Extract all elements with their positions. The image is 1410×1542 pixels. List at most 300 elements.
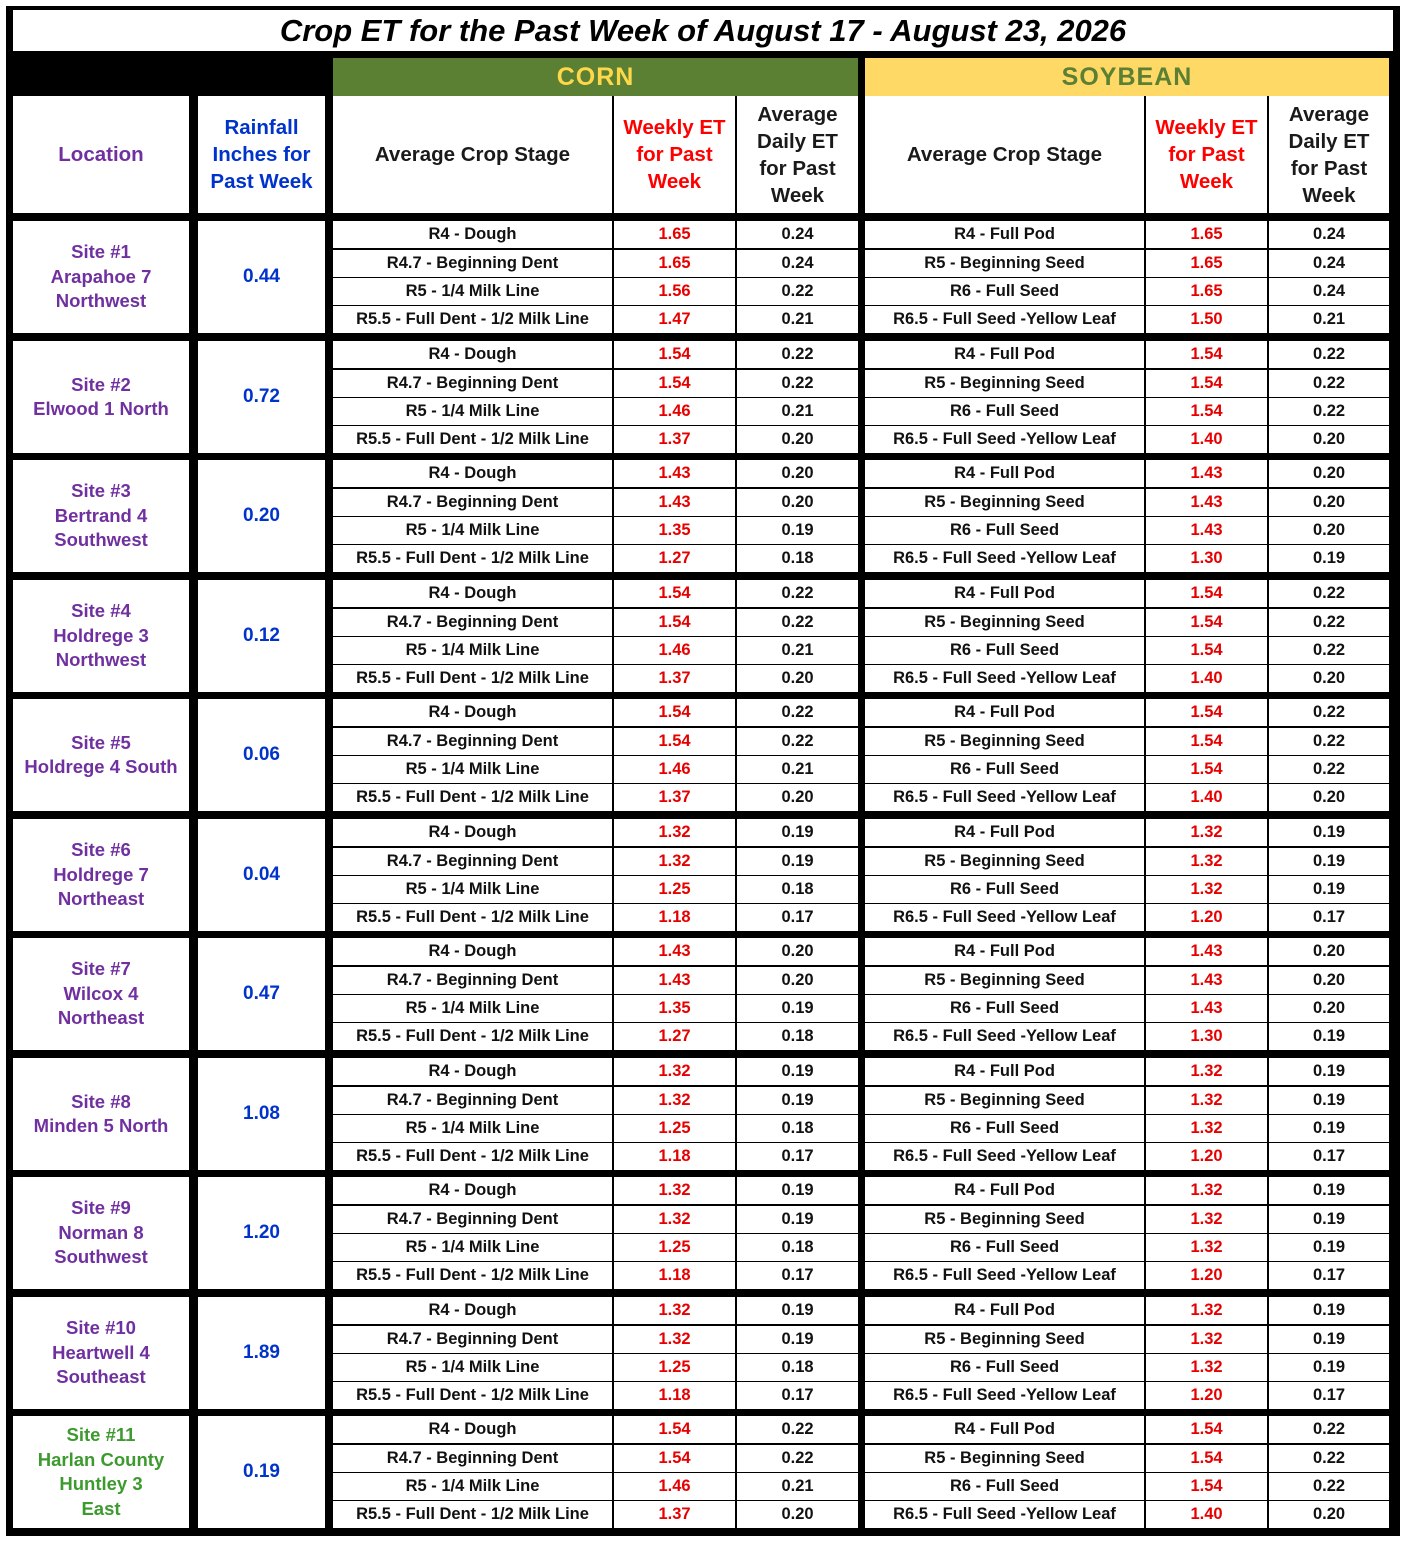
soy-stage: R5 - Beginning Seed: [865, 609, 1144, 636]
soy-daily-et: 0.22: [1269, 341, 1389, 368]
corn-weekly-et: 1.65: [614, 221, 735, 248]
corn-weekly-et: 1.25: [614, 1115, 735, 1142]
soy-stage: R6.5 - Full Seed -Yellow Leaf: [865, 1023, 1144, 1050]
corn-stage: R4 - Dough: [333, 1416, 612, 1443]
site-group: [6, 1058, 1400, 1170]
site-name-line: Southeast: [56, 1366, 146, 1388]
site-name-line: Norman 8: [58, 1221, 144, 1243]
soy-stage: R6.5 - Full Seed -Yellow Leaf: [865, 665, 1144, 692]
site-group: [6, 580, 1400, 692]
corn-daily-et: 0.19: [737, 819, 858, 846]
rainfall-value: 0.06: [198, 699, 325, 811]
soy-weekly-et: 1.32: [1146, 1297, 1267, 1324]
corn-daily-et: 0.22: [737, 370, 858, 397]
soy-weekly-et: 1.43: [1146, 489, 1267, 516]
soy-daily-et: 0.22: [1269, 728, 1389, 755]
site-name-line: Northeast: [57, 888, 145, 910]
site-group: [6, 819, 1400, 931]
corn-weekly-et: 1.37: [614, 1501, 735, 1528]
rainfall-value: 1.20: [198, 1177, 325, 1289]
header-line: for Past: [1168, 143, 1245, 166]
corn-weekly-et: 1.32: [614, 1206, 735, 1233]
corn-stage: R4.7 - Beginning Dent: [333, 489, 612, 516]
rainfall-value: 0.12: [198, 580, 325, 692]
soy-daily-et: 0.22: [1269, 370, 1389, 397]
corn-daily-et: 0.22: [737, 341, 858, 368]
soy-weekly-et: 1.54: [1146, 580, 1267, 607]
soy-daily-et: 0.19: [1269, 1058, 1389, 1085]
soy-weekly-et: 1.32: [1146, 1177, 1267, 1204]
soy-stage-header: Average Crop Stage: [865, 96, 1144, 213]
site-group: [6, 1177, 1400, 1289]
soy-weekly-et: 1.54: [1146, 609, 1267, 636]
corn-daily-et: 0.17: [737, 1382, 858, 1409]
soy-weekly-et: 1.54: [1146, 1445, 1267, 1472]
soy-stage: R4 - Full Pod: [865, 1416, 1144, 1443]
corn-stage: R5 - 1/4 Milk Line: [333, 398, 612, 425]
soy-stage: R5 - Beginning Seed: [865, 489, 1144, 516]
soy-stage: R4 - Full Pod: [865, 221, 1144, 248]
soy-daily-et: 0.22: [1269, 1416, 1389, 1443]
soy-weekly-et: 1.30: [1146, 545, 1267, 572]
corn-stage: R4.7 - Beginning Dent: [333, 1445, 612, 1472]
soy-daily-et: 0.19: [1269, 1297, 1389, 1324]
corn-daily-et: 0.17: [737, 904, 858, 931]
soy-daily-et: 0.21: [1269, 306, 1389, 333]
soy-stage: R6 - Full Seed: [865, 1473, 1144, 1500]
corn-weekly-et: 1.18: [614, 1382, 735, 1409]
soy-weekly-et: 1.32: [1146, 848, 1267, 875]
corn-weekly-et: 1.43: [614, 938, 735, 965]
soy-stage: R5 - Beginning Seed: [865, 728, 1144, 755]
soy-daily-et: 0.19: [1269, 1326, 1389, 1353]
corn-stage-header: Average Crop Stage: [333, 96, 612, 213]
rainfall-header: [198, 96, 325, 213]
site-name-line: Site #3: [71, 480, 131, 502]
corn-stage: R5.5 - Full Dent - 1/2 Milk Line: [333, 784, 612, 811]
site-name-line: Heartwell 4: [52, 1341, 150, 1363]
soy-stage: R6 - Full Seed: [865, 398, 1144, 425]
site-name-line: Site #9: [71, 1197, 131, 1219]
site-name-line: Northwest: [55, 290, 147, 312]
header-line: Rainfall: [224, 116, 299, 139]
header-line: Week: [770, 183, 825, 207]
soy-weekly-et: 1.32: [1146, 1115, 1267, 1142]
soy-weekly-et: 1.20: [1146, 1262, 1267, 1289]
soy-weekly-et: 1.54: [1146, 1473, 1267, 1500]
corn-daily-et: 0.17: [737, 1262, 858, 1289]
soy-stage: R6.5 - Full Seed -Yellow Leaf: [865, 426, 1144, 453]
soy-daily-et: 0.17: [1269, 1143, 1389, 1170]
corn-stage: R5.5 - Full Dent - 1/2 Milk Line: [333, 1023, 612, 1050]
soy-weekly-et: 1.40: [1146, 1501, 1267, 1528]
header-line: Inches for: [212, 143, 311, 166]
soy-weekly-et: 1.43: [1146, 938, 1267, 965]
site-name-cell: [13, 221, 189, 333]
rainfall-value: 0.47: [198, 938, 325, 1050]
corn-daily-et: 0.22: [737, 728, 858, 755]
corn-stage: R4.7 - Beginning Dent: [333, 848, 612, 875]
site-name-line: Site #11: [66, 1424, 136, 1445]
soy-daily-et: 0.19: [1269, 1115, 1389, 1142]
corn-daily-et: 0.19: [737, 848, 858, 875]
soy-weekly-et: 1.30: [1146, 1023, 1267, 1050]
soy-daily-et: 0.22: [1269, 1473, 1389, 1500]
rainfall-value: 1.89: [198, 1297, 325, 1409]
soy-daily-et: 0.24: [1269, 250, 1389, 277]
corn-daily-et: 0.19: [737, 1206, 858, 1233]
corn-daily-et-header: [737, 96, 858, 213]
corn-weekly-et: 1.46: [614, 1473, 735, 1500]
site-name-cell: [13, 1297, 189, 1409]
corn-weekly-et: 1.32: [614, 848, 735, 875]
corn-stage: R4 - Dough: [333, 1297, 612, 1324]
corn-weekly-et: 1.35: [614, 517, 735, 544]
corn-daily-et: 0.18: [737, 1115, 858, 1142]
corn-daily-et: 0.22: [737, 609, 858, 636]
corn-daily-et: 0.18: [737, 876, 858, 903]
soy-stage: R6.5 - Full Seed -Yellow Leaf: [865, 1143, 1144, 1170]
corn-weekly-et: 1.27: [614, 1023, 735, 1050]
soy-stage: R4 - Full Pod: [865, 580, 1144, 607]
header-line: for Past: [759, 156, 836, 180]
corn-daily-et: 0.18: [737, 1023, 858, 1050]
soy-stage: R4 - Full Pod: [865, 819, 1144, 846]
soy-daily-et: 0.20: [1269, 967, 1389, 994]
corn-daily-et: 0.21: [737, 756, 858, 783]
corn-weekly-et: 1.54: [614, 1445, 735, 1472]
corn-weekly-et: 1.32: [614, 1058, 735, 1085]
corn-weekly-et: 1.43: [614, 967, 735, 994]
soy-daily-et: 0.20: [1269, 517, 1389, 544]
soy-weekly-et: 1.20: [1146, 1382, 1267, 1409]
corn-stage: R4.7 - Beginning Dent: [333, 250, 612, 277]
rainfall-value: 0.19: [198, 1416, 325, 1528]
soy-stage: R5 - Beginning Seed: [865, 967, 1144, 994]
corn-stage: R4.7 - Beginning Dent: [333, 1206, 612, 1233]
soy-stage: R6.5 - Full Seed -Yellow Leaf: [865, 784, 1144, 811]
site-name-line: Harlan County: [37, 1448, 165, 1470]
corn-weekly-et: 1.37: [614, 426, 735, 453]
corn-stage: R5 - 1/4 Milk Line: [333, 517, 612, 544]
header-line: Weekly ET: [623, 116, 726, 139]
corn-stage: R4 - Dough: [333, 580, 612, 607]
corn-daily-et: 0.20: [737, 967, 858, 994]
soy-stage: R4 - Full Pod: [865, 1297, 1144, 1324]
corn-weekly-et: 1.54: [614, 728, 735, 755]
corn-weekly-et: 1.18: [614, 904, 735, 931]
soy-stage: R4 - Full Pod: [865, 1058, 1144, 1085]
et-table: [6, 6, 1400, 1536]
site-name-cell: [13, 1177, 189, 1289]
soy-daily-et: 0.22: [1269, 398, 1389, 425]
corn-stage: R5 - 1/4 Milk Line: [333, 876, 612, 903]
site-name-line: Holdrege 7: [53, 863, 149, 885]
header-line: Week: [1302, 183, 1356, 207]
soy-daily-et: 0.19: [1269, 545, 1389, 572]
corn-stage: R4 - Dough: [333, 699, 612, 726]
location-header: Location: [13, 96, 189, 213]
soy-weekly-et: 1.54: [1146, 370, 1267, 397]
corn-daily-et: 0.21: [737, 1473, 858, 1500]
corn-daily-et: 0.18: [737, 1234, 858, 1261]
corn-stage: R5.5 - Full Dent - 1/2 Milk Line: [333, 665, 612, 692]
corn-stage: R5 - 1/4 Milk Line: [333, 756, 612, 783]
soy-stage: R5 - Beginning Seed: [865, 1445, 1144, 1472]
corn-stage: R5.5 - Full Dent - 1/2 Milk Line: [333, 306, 612, 333]
corn-daily-et: 0.19: [737, 1297, 858, 1324]
header-line: Week: [1179, 170, 1234, 193]
soy-daily-et: 0.17: [1269, 1262, 1389, 1289]
corn-stage: R4 - Dough: [333, 819, 612, 846]
soy-weekly-et: 1.54: [1146, 341, 1267, 368]
corn-stage: R4.7 - Beginning Dent: [333, 967, 612, 994]
soy-weekly-et: 1.43: [1146, 460, 1267, 487]
site-name-line: Minden 5 North: [33, 1115, 169, 1136]
header-line: Daily ET: [1288, 129, 1370, 153]
corn-stage: R5 - 1/4 Milk Line: [333, 995, 612, 1022]
soy-weekly-et: 1.43: [1146, 967, 1267, 994]
soy-daily-et: 0.19: [1269, 1354, 1389, 1381]
soy-weekly-et: 1.32: [1146, 1326, 1267, 1353]
corn-daily-et: 0.19: [737, 517, 858, 544]
soy-stage: R6.5 - Full Seed -Yellow Leaf: [865, 306, 1144, 333]
soy-stage: R6 - Full Seed: [865, 1115, 1144, 1142]
soy-stage: R6 - Full Seed: [865, 278, 1144, 305]
corn-stage: R4 - Dough: [333, 341, 612, 368]
site-name-line: Holdrege 3: [53, 624, 149, 646]
corn-weekly-et: 1.54: [614, 341, 735, 368]
soy-daily-et: 0.22: [1269, 580, 1389, 607]
header-line: Weekly ET: [1155, 116, 1258, 139]
rainfall-value: 0.44: [198, 221, 325, 333]
site-name-line: Site #4: [71, 600, 131, 622]
corn-weekly-et: 1.32: [614, 819, 735, 846]
site-name-line: Site #1: [71, 241, 131, 263]
corn-weekly-et: 1.18: [614, 1143, 735, 1170]
soy-stage: R5 - Beginning Seed: [865, 250, 1144, 277]
soy-daily-et: 0.20: [1269, 1501, 1389, 1528]
header-line: Daily ET: [757, 129, 838, 153]
soy-weekly-et: 1.40: [1146, 426, 1267, 453]
corn-daily-et: 0.17: [737, 1143, 858, 1170]
soy-daily-et: 0.22: [1269, 609, 1389, 636]
corn-stage: R4 - Dough: [333, 1058, 612, 1085]
corn-stage: R5 - 1/4 Milk Line: [333, 637, 612, 664]
soy-daily-et: 0.20: [1269, 489, 1389, 516]
corn-daily-et: 0.21: [737, 306, 858, 333]
site-group: [6, 938, 1400, 1050]
corn-stage: R5 - 1/4 Milk Line: [333, 1473, 612, 1500]
corn-daily-et: 0.20: [737, 665, 858, 692]
corn-daily-et: 0.22: [737, 580, 858, 607]
soy-daily-et: 0.17: [1269, 904, 1389, 931]
soy-weekly-et: 1.32: [1146, 819, 1267, 846]
soy-stage: R5 - Beginning Seed: [865, 1206, 1144, 1233]
soy-weekly-et: 1.54: [1146, 1416, 1267, 1443]
soy-weekly-et: 1.65: [1146, 221, 1267, 248]
corn-daily-et: 0.19: [737, 1177, 858, 1204]
corn-stage: R5 - 1/4 Milk Line: [333, 1354, 612, 1381]
corn-daily-et: 0.19: [737, 1326, 858, 1353]
corn-daily-et: 0.20: [737, 489, 858, 516]
corn-stage: R4.7 - Beginning Dent: [333, 370, 612, 397]
corn-weekly-et: 1.43: [614, 460, 735, 487]
soybean-header-band: SOYBEAN: [865, 58, 1389, 96]
corn-daily-et: 0.20: [737, 938, 858, 965]
soy-stage: R5 - Beginning Seed: [865, 848, 1144, 875]
site-group: [6, 699, 1400, 811]
corn-weekly-et: 1.54: [614, 1416, 735, 1443]
soy-weekly-et: 1.32: [1146, 1087, 1267, 1114]
soy-stage: R6.5 - Full Seed -Yellow Leaf: [865, 1262, 1144, 1289]
corn-stage: R5.5 - Full Dent - 1/2 Milk Line: [333, 1382, 612, 1409]
corn-weekly-et: 1.35: [614, 995, 735, 1022]
site-name-cell: [13, 1058, 189, 1170]
corn-stage: R4.7 - Beginning Dent: [333, 728, 612, 755]
corn-stage: R4.7 - Beginning Dent: [333, 1326, 612, 1353]
corn-weekly-et: 1.54: [614, 699, 735, 726]
header-line: for Past: [1290, 156, 1368, 180]
soy-stage: R4 - Full Pod: [865, 699, 1144, 726]
soy-stage: R6 - Full Seed: [865, 637, 1144, 664]
soy-stage: R6.5 - Full Seed -Yellow Leaf: [865, 545, 1144, 572]
site-name-line: Wilcox 4: [63, 982, 139, 1004]
soy-weekly-et: 1.65: [1146, 250, 1267, 277]
corn-daily-et: 0.19: [737, 1058, 858, 1085]
rainfall-value: 0.20: [198, 460, 325, 572]
site-name-cell: [13, 1416, 189, 1528]
corn-stage: R4 - Dough: [333, 221, 612, 248]
soy-stage: R6.5 - Full Seed -Yellow Leaf: [865, 1382, 1144, 1409]
soy-daily-et: 0.22: [1269, 637, 1389, 664]
corn-weekly-et: 1.32: [614, 1177, 735, 1204]
corn-daily-et: 0.20: [737, 784, 858, 811]
soy-weekly-et: 1.54: [1146, 699, 1267, 726]
soy-daily-et: 0.19: [1269, 848, 1389, 875]
site-name-line: Site #10: [66, 1317, 136, 1339]
soy-weekly-et: 1.40: [1146, 665, 1267, 692]
site-name-line: Arapahoe 7: [50, 265, 152, 287]
corn-daily-et: 0.18: [737, 1354, 858, 1381]
corn-weekly-et: 1.25: [614, 876, 735, 903]
soy-weekly-et: 1.32: [1146, 1058, 1267, 1085]
corn-daily-et: 0.22: [737, 699, 858, 726]
corn-stage: R5.5 - Full Dent - 1/2 Milk Line: [333, 426, 612, 453]
corn-daily-et: 0.18: [737, 545, 858, 572]
corn-weekly-et: 1.25: [614, 1234, 735, 1261]
soy-weekly-et: 1.20: [1146, 904, 1267, 931]
soy-stage: R6.5 - Full Seed -Yellow Leaf: [865, 904, 1144, 931]
soy-daily-et: 0.20: [1269, 784, 1389, 811]
soy-stage: R5 - Beginning Seed: [865, 1087, 1144, 1114]
soy-weekly-et: 1.43: [1146, 517, 1267, 544]
soy-weekly-et: 1.54: [1146, 637, 1267, 664]
corn-stage: R5 - 1/4 Milk Line: [333, 1234, 612, 1261]
soy-daily-et: 0.22: [1269, 756, 1389, 783]
corn-weekly-et: 1.54: [614, 609, 735, 636]
soy-weekly-et: 1.40: [1146, 784, 1267, 811]
soy-daily-et: 0.19: [1269, 1023, 1389, 1050]
corn-stage: R4 - Dough: [333, 460, 612, 487]
site-name-line: Elwood 1 North: [33, 398, 169, 419]
soy-daily-et: 0.20: [1269, 938, 1389, 965]
corn-daily-et: 0.24: [737, 221, 858, 248]
soy-daily-et: 0.20: [1269, 460, 1389, 487]
soy-weekly-et-header: [1146, 96, 1267, 213]
corn-weekly-et: 1.46: [614, 398, 735, 425]
corn-daily-et: 0.20: [737, 1501, 858, 1528]
corn-stage: R4 - Dough: [333, 938, 612, 965]
soy-daily-et: 0.20: [1269, 665, 1389, 692]
soy-weekly-et: 1.43: [1146, 995, 1267, 1022]
header-line: Average: [1288, 102, 1370, 126]
corn-stage: R4.7 - Beginning Dent: [333, 1087, 612, 1114]
header-line: for Past: [636, 143, 713, 166]
corn-stage: R5.5 - Full Dent - 1/2 Milk Line: [333, 1143, 612, 1170]
site-name-cell: [13, 580, 189, 692]
site-name-line: East: [81, 1497, 121, 1519]
soy-daily-et: 0.22: [1269, 699, 1389, 726]
site-name-line: Huntley 3: [59, 1473, 143, 1494]
corn-header-band: CORN: [333, 58, 858, 96]
soy-stage: R6 - Full Seed: [865, 756, 1144, 783]
corn-weekly-et: 1.65: [614, 250, 735, 277]
site-name-line: Bertrand 4: [54, 504, 148, 526]
soy-stage: R6 - Full Seed: [865, 517, 1144, 544]
corn-weekly-et: 1.32: [614, 1087, 735, 1114]
corn-weekly-et: 1.56: [614, 278, 735, 305]
corn-stage: R5.5 - Full Dent - 1/2 Milk Line: [333, 1501, 612, 1528]
site-group: [6, 1297, 1400, 1409]
soy-daily-et: 0.19: [1269, 819, 1389, 846]
corn-weekly-et: 1.18: [614, 1262, 735, 1289]
corn-stage: R5 - 1/4 Milk Line: [333, 278, 612, 305]
header-line: Week: [647, 170, 702, 193]
soy-stage: R6 - Full Seed: [865, 1234, 1144, 1261]
soy-weekly-et: 1.54: [1146, 728, 1267, 755]
corn-daily-et: 0.19: [737, 1087, 858, 1114]
corn-daily-et: 0.21: [737, 398, 858, 425]
corn-daily-et: 0.22: [737, 1445, 858, 1472]
corn-weekly-et-header: [614, 96, 735, 213]
site-name-line: Site #5: [71, 731, 131, 753]
page-title: Crop ET for the Past Week of August 17 - August 23, 2026: [13, 10, 1393, 51]
site-name-cell: [13, 460, 189, 572]
corn-daily-et: 0.22: [737, 278, 858, 305]
soy-stage: R5 - Beginning Seed: [865, 370, 1144, 397]
soy-weekly-et: 1.50: [1146, 306, 1267, 333]
soy-daily-et: 0.19: [1269, 1234, 1389, 1261]
site-name-line: Northwest: [55, 649, 147, 671]
soy-weekly-et: 1.54: [1146, 398, 1267, 425]
soy-stage: R4 - Full Pod: [865, 1177, 1144, 1204]
site-name-line: Site #6: [71, 839, 131, 861]
corn-weekly-et: 1.32: [614, 1326, 735, 1353]
corn-weekly-et: 1.43: [614, 489, 735, 516]
soy-daily-et: 0.22: [1269, 1445, 1389, 1472]
header-line: Past Week: [210, 170, 313, 193]
soy-stage: R4 - Full Pod: [865, 938, 1144, 965]
corn-stage: R4.7 - Beginning Dent: [333, 609, 612, 636]
site-group: [6, 460, 1400, 572]
soy-daily-et: 0.19: [1269, 1177, 1389, 1204]
corn-stage: R5.5 - Full Dent - 1/2 Milk Line: [333, 1262, 612, 1289]
site-name-line: Site #2: [71, 373, 131, 395]
header-line: Average: [757, 102, 838, 126]
soy-daily-et: 0.19: [1269, 1206, 1389, 1233]
corn-weekly-et: 1.27: [614, 545, 735, 572]
